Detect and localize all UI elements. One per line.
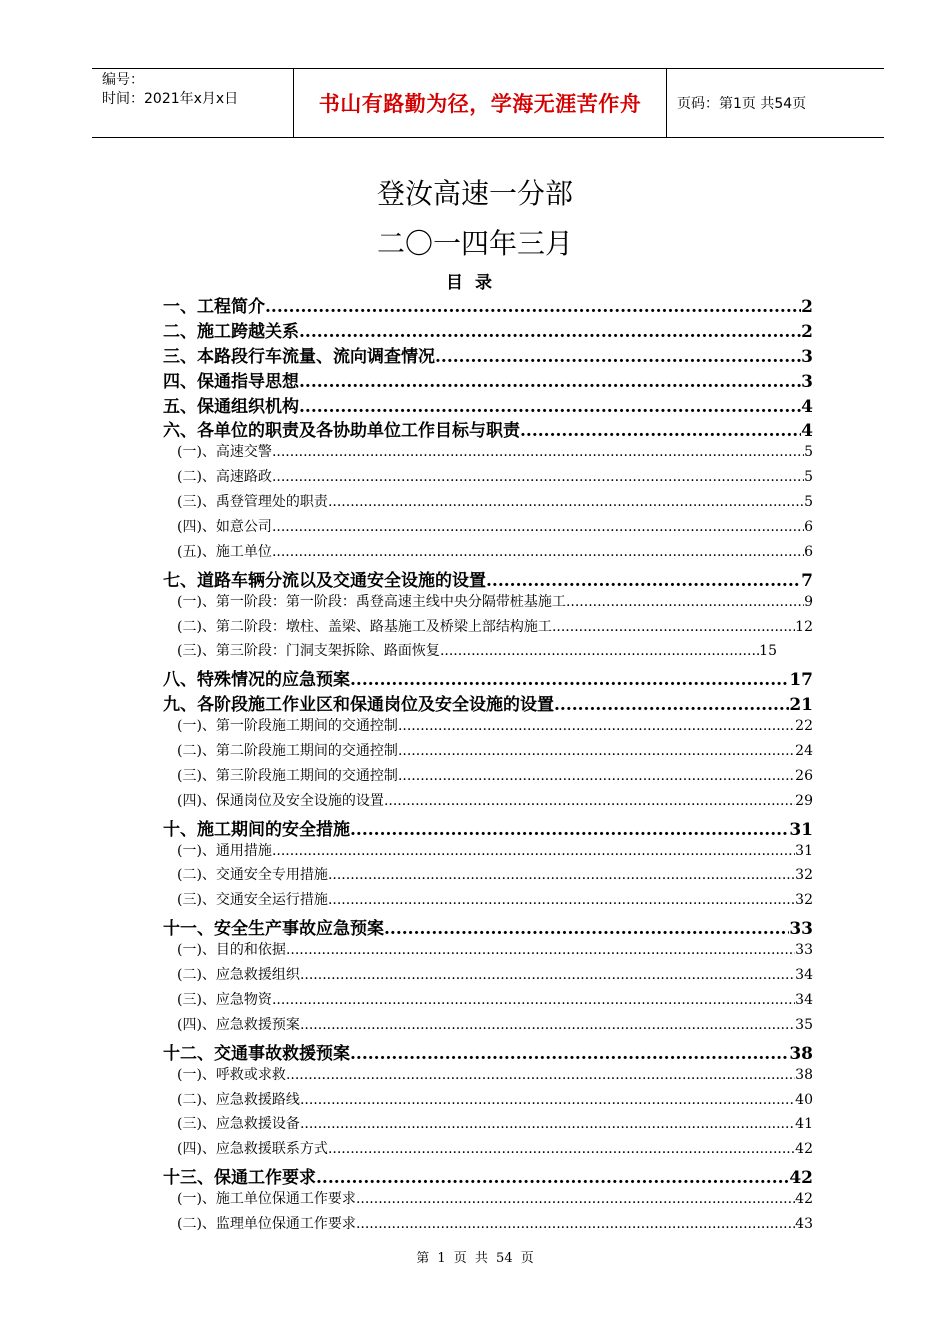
toc-entry[interactable]: [163, 1213, 813, 1238]
toc-leader-dots: [272, 469, 804, 485]
toc-leader-dots: [328, 494, 804, 510]
document-title-org: 登汝高速一分部: [376, 177, 573, 210]
toc-entry[interactable]: [163, 715, 813, 740]
toc-entry-page: 35: [795, 1016, 813, 1033]
toc-leader-dots: [316, 1168, 789, 1188]
toc-entry-label: 八、特殊情况的应急预案: [163, 670, 350, 691]
toc-leader-dots: [328, 892, 795, 908]
toc-leader-dots: [286, 1067, 795, 1083]
toc-entry-label: (三)、第三阶段：门洞支架拆除、路面恢复: [177, 643, 440, 660]
toc-leader-dots: [299, 397, 801, 417]
toc-leader-dots: [350, 820, 789, 840]
toc-entry[interactable]: [163, 1188, 813, 1213]
toc-entry-label: (四)、如意公司: [177, 519, 272, 536]
toc-leader-dots: [398, 768, 795, 784]
toc-entry-page: 40: [795, 1091, 813, 1108]
toc-entry[interactable]: [163, 566, 813, 591]
toc-entry-label: (四)、应急救援预案: [177, 1016, 300, 1033]
toc-leader-dots: [398, 718, 795, 734]
toc-entry-label: (二)、高速路政: [177, 469, 272, 486]
toc-entry-label: (一)、第一阶段：第一阶段：禹登高速主线中央分隔带桩基施工: [177, 593, 566, 610]
toc-entry-page: 4: [801, 396, 813, 417]
toc-entry[interactable]: [163, 616, 813, 641]
toc-leader-dots: [300, 1092, 795, 1108]
toc-entry[interactable]: [163, 1089, 813, 1114]
toc-leader-dots: [435, 347, 801, 367]
toc-entry[interactable]: [163, 466, 813, 491]
toc-leader-dots: [300, 967, 795, 983]
toc-entry[interactable]: [163, 989, 813, 1014]
page-footer: 第 1 页 共 54 页: [416, 1251, 534, 1266]
toc-entry[interactable]: [163, 939, 813, 964]
toc-entry-label: (三)、应急救援设备: [177, 1116, 300, 1133]
toc-entry-label: 三、本路段行车流量、流向调查情况: [163, 346, 435, 367]
toc-leader-dots: [356, 1216, 795, 1232]
toc-entry-label: 一、工程简介: [163, 297, 265, 317]
toc-entry-label: (一)、目的和依据: [177, 942, 286, 959]
toc-entry[interactable]: [163, 441, 813, 466]
toc-entry-page: 31: [789, 819, 813, 840]
toc-entry-label: (二)、交通安全专用措施: [177, 867, 328, 884]
toc-leader-dots: [272, 544, 804, 560]
toc-entry-page: 5: [804, 444, 813, 461]
toc-entry-page: 33: [789, 919, 813, 940]
toc-leader-dots: [328, 1141, 795, 1157]
toc-entry-label: 五、保通组织机构: [163, 396, 299, 417]
toc-entry-page: 34: [795, 991, 813, 1008]
toc-entry-page: 42: [795, 1191, 813, 1208]
toc-entry-label: 十一、安全生产事故应急预案: [163, 919, 384, 940]
toc-leader-dots: [328, 867, 795, 883]
toc-leader-dots: [356, 1191, 795, 1207]
toc-entry-page: 43: [795, 1215, 813, 1232]
toc-entry-label: (三)、第三阶段施工期间的交通控制: [177, 767, 398, 784]
toc-entry-label: (一)、呼救或求救: [177, 1066, 286, 1083]
toc-entry[interactable]: [163, 1039, 813, 1064]
toc-entry[interactable]: [163, 690, 813, 715]
toc-entry[interactable]: [163, 765, 813, 790]
toc-leader-dots: [286, 942, 795, 958]
toc-entry-page: 5: [804, 469, 813, 486]
toc-leader-dots: [272, 444, 804, 460]
toc-entry-page: 41: [795, 1116, 813, 1133]
toc-entry[interactable]: [163, 1064, 813, 1089]
toc-leader-dots: [299, 322, 801, 342]
toc-entry[interactable]: [163, 1163, 813, 1188]
toc-entry[interactable]: [163, 591, 813, 616]
toc-entry[interactable]: [163, 1113, 813, 1138]
toc-entry[interactable]: [163, 416, 813, 441]
toc-entry-page: 9: [804, 593, 813, 610]
toc-entry-label: (二)、第二阶段施工期间的交通控制: [177, 743, 398, 760]
toc-entry[interactable]: [163, 914, 813, 939]
toc-entry-page: 3: [801, 346, 813, 367]
toc-leader-dots: [384, 793, 795, 809]
toc-entry-label: (一)、第一阶段施工期间的交通控制: [177, 718, 398, 735]
toc-entry-page: 2: [801, 297, 813, 317]
document-title-date: 二〇一四年三月: [376, 227, 573, 260]
toc-leader-dots: [554, 695, 789, 715]
toc-entry-page: 17: [789, 670, 813, 691]
toc-entry-label: (一)、通用措施: [177, 842, 272, 859]
toc-entry[interactable]: [163, 367, 813, 392]
toc-entry[interactable]: [163, 640, 777, 665]
toc-entry[interactable]: [163, 516, 813, 541]
toc-entry-label: 二、施工跨越关系: [163, 321, 299, 342]
toc-entry-label: 十、施工期间的安全措施: [163, 819, 350, 840]
toc-entry[interactable]: [163, 317, 813, 342]
toc-leader-dots: [350, 670, 789, 690]
table-of-contents: [163, 292, 813, 1238]
toc-entry[interactable]: [163, 1014, 813, 1039]
toc-entry-label: (五)、施工单位: [177, 543, 272, 560]
toc-entry-label: 七、道路车辆分流以及交通安全设施的设置: [163, 570, 486, 591]
toc-entry[interactable]: [163, 964, 813, 989]
toc-leader-dots: [272, 843, 795, 859]
toc-leader-dots: [350, 1044, 789, 1064]
toc-entry-page: 38: [789, 1043, 813, 1064]
toc-entry[interactable]: [163, 342, 813, 367]
toc-entry-label: (三)、禹登管理处的职责: [177, 494, 328, 511]
toc-entry-page: 6: [804, 519, 813, 536]
toc-entry[interactable]: [163, 491, 813, 516]
toc-entry-page: 21: [789, 695, 813, 716]
toc-entry-label: 六、各单位的职责及各协助单位工作目标与职责: [163, 421, 520, 442]
number-label: 编号：: [102, 72, 144, 88]
toc-entry-page: 5: [804, 494, 813, 511]
toc-leader-dots: [265, 297, 801, 317]
toc-entry-label: (一)、高速交警: [177, 444, 272, 461]
toc-entry-label: 十三、保通工作要求: [163, 1168, 316, 1189]
toc-entry[interactable]: [163, 840, 813, 865]
toc-entry[interactable]: [163, 864, 813, 889]
toc-entry-page: 31: [795, 842, 813, 859]
toc-entry-label: (一)、施工单位保通工作要求: [177, 1191, 356, 1208]
toc-leader-dots: [520, 421, 801, 441]
toc-leader-dots: [552, 619, 795, 635]
toc-leader-dots: [398, 743, 795, 759]
toc-entry-page: 38: [795, 1066, 813, 1083]
toc-entry-label: 四、保通指导思想: [163, 371, 299, 392]
toc-entry-label: (二)、应急救援组织: [177, 967, 300, 984]
toc-leader-dots: [299, 372, 801, 392]
toc-entry[interactable]: [163, 815, 813, 840]
toc-leader-dots: [272, 519, 804, 535]
toc-entry-page: 33: [795, 942, 813, 959]
toc-entry-label: 十二、交通事故救援预案: [163, 1043, 350, 1064]
header-meta-cell: [92, 69, 294, 137]
toc-entry-page: 24: [795, 743, 813, 760]
toc-entry[interactable]: [163, 392, 813, 417]
toc-leader-dots: [272, 992, 795, 1008]
toc-entry-page: 3: [801, 371, 813, 392]
toc-entry-page: 22: [795, 718, 813, 735]
header-table: [92, 68, 884, 138]
toc-leader-dots: [440, 643, 759, 659]
toc-leader-dots: [300, 1116, 795, 1132]
toc-entry[interactable]: [163, 665, 813, 690]
toc-entry-label: (三)、应急物资: [177, 991, 272, 1008]
toc-entry-page: 32: [795, 867, 813, 884]
toc-leader-dots: [566, 594, 804, 610]
toc-entry[interactable]: [163, 541, 813, 566]
toc-entry-label: 九、各阶段施工作业区和保通岗位及安全设施的设置: [163, 695, 554, 716]
toc-entry-label: (四)、应急救援联系方式: [177, 1141, 328, 1158]
toc-entry-page: 12: [795, 618, 813, 635]
toc-entry-label: (二)、第二阶段：墩柱、盖梁、路基施工及桥梁上部结构施工: [177, 618, 552, 635]
header-motto: 书山有路勤为径，学海无涯苦作舟: [294, 69, 667, 137]
header-page-info: 页码：第1页 共54页: [677, 96, 807, 112]
toc-entry-page: 15: [759, 643, 777, 660]
toc-entry-page: 7: [801, 570, 813, 591]
toc-leader-dots: [486, 571, 801, 591]
toc-entry-page: 42: [789, 1168, 813, 1189]
toc-leader-dots: [384, 919, 789, 939]
toc-entry-page: 6: [804, 543, 813, 560]
toc-entry[interactable]: [163, 292, 813, 317]
toc-entry-page: 42: [795, 1141, 813, 1158]
toc-leader-dots: [300, 1017, 795, 1033]
toc-entry-label: (二)、应急救援路线: [177, 1091, 300, 1108]
toc-entry[interactable]: [163, 740, 813, 765]
toc-entry[interactable]: [163, 1138, 813, 1163]
toc-entry-page: 26: [795, 767, 813, 784]
toc-entry-label: (四)、保通岗位及安全设施的设置: [177, 792, 384, 809]
toc-entry[interactable]: [163, 790, 813, 815]
toc-entry-page: 32: [795, 892, 813, 909]
toc-heading: 目录: [446, 273, 504, 293]
toc-entry-label: (二)、监理单位保通工作要求: [177, 1215, 356, 1232]
toc-entry[interactable]: [163, 889, 813, 914]
time-label: 时间：2021年x月x日: [102, 91, 239, 107]
toc-entry-page: 2: [801, 321, 813, 342]
toc-entry-label: (三)、交通安全运行措施: [177, 892, 328, 909]
toc-entry-page: 29: [795, 792, 813, 809]
toc-entry-page: 4: [801, 421, 813, 442]
toc-entry-page: 34: [795, 967, 813, 984]
